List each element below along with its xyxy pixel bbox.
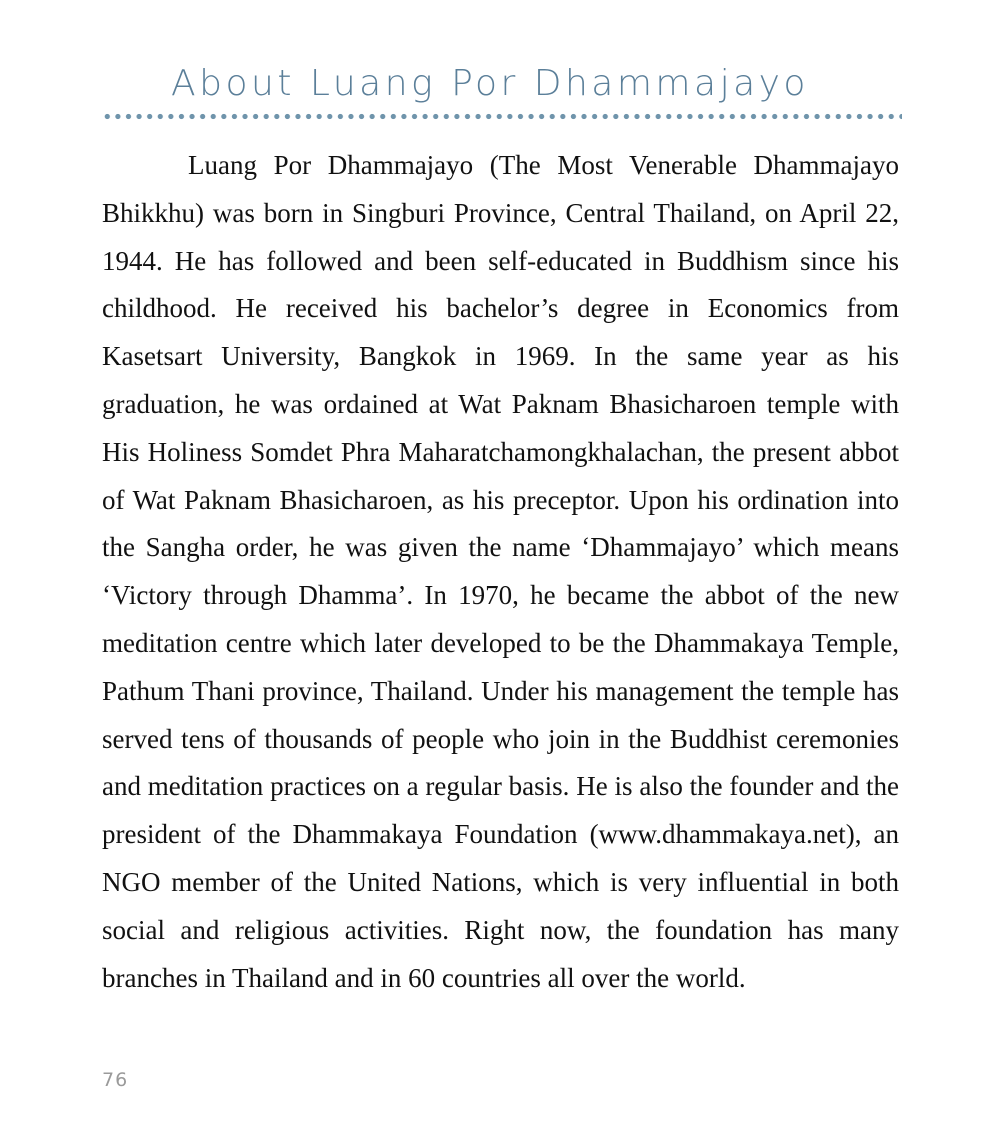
page-title: About Luang Por Dhammajayo bbox=[171, 63, 809, 104]
dotted-divider bbox=[102, 113, 902, 120]
page-number: 76 bbox=[102, 1069, 129, 1091]
biography-paragraph: Luang Por Dhammajayo (The Most Venerable Dhammajayo Bhikkhu) was born in Singburi Province, Central Thailand, on April 22, 1944. He has followed and been self-educated in Buddhism since his childhood. He received his bachelor’s degree in Economics from Kasetsart University, Bangkok in 1969. In the same year as his graduation, he was ordained at Wat Paknam Bhasicharoen temple with His Holiness Somdet Phra Maharatchamongkhalachan, the present abbot of Wat Paknam Bhasicharoen, as his preceptor. Upon his ordination into the Sangha order, he was given the name ‘Dhammajayo’ which means ‘Victory through Dhamma’. In 1970, he became the abbot of the new meditation centre which later developed to be the Dhammakaya Temple, Pathum Thani province, Thailand. Under his management the temple has served tens of thousands of people who join in the Buddhist ceremonies and meditation practices on a regular basis. He is also the founder and the president of the Dhammakaya Foundation (www.dhammakaya.net), an NGO member of the United Nations, which is very influential in both social and religious activities. Right now, the foundation has many branches in Thailand and in 60 countries all over the world. bbox=[102, 150, 899, 993]
